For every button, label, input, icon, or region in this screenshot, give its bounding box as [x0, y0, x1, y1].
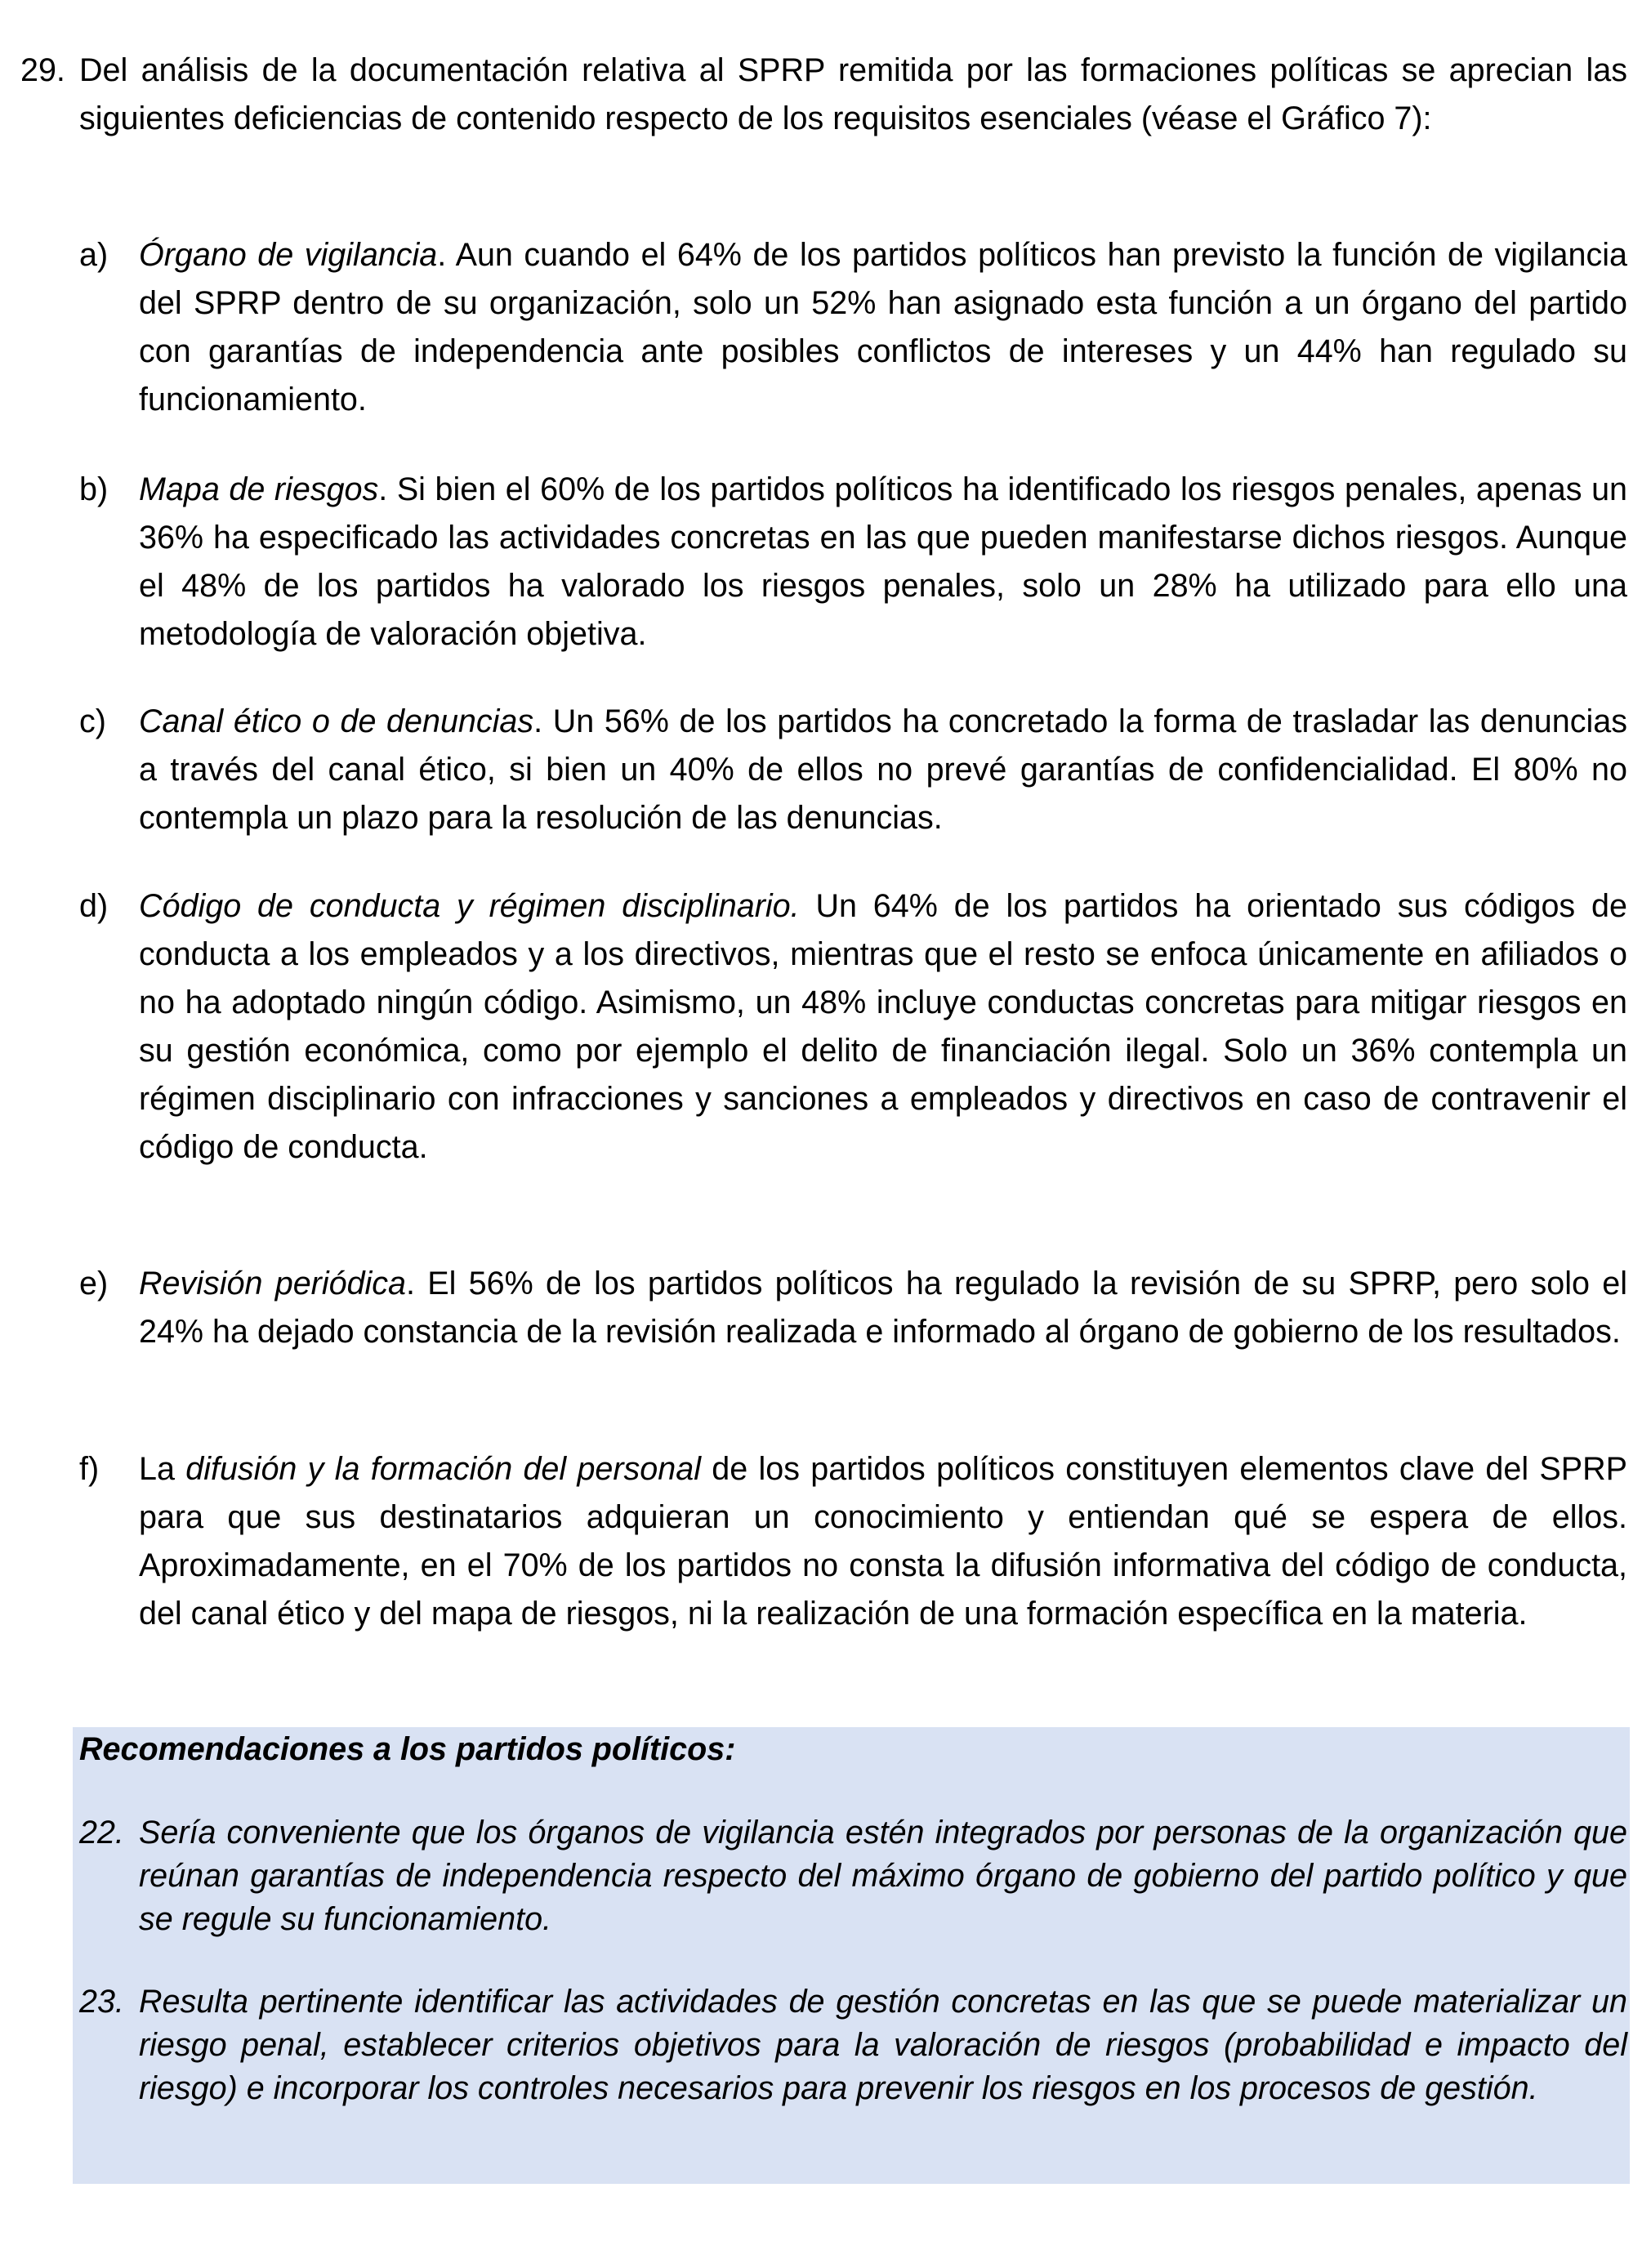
item-text: de los partidos políticos constituyen elementos clave del SPRP para que sus destinatarios adquieran un conocimiento y entiendan qué se espera de ellos. Aproximadamente, en el 70% de los partidos no consta la difusión informativa del código de conducta, del canal ético y del mapa de riesgos, ni la realización de una formación específica en la materia.	[139, 1451, 1627, 1632]
recommendation-23	[79, 1980, 1627, 2110]
item-text: . Un 56% de los partidos ha concretado la forma de trasladar las denuncias a través del canal ético, si bien un 40% de ellos no prevé garantías de confidencialidad. El 80% no contempla un plazo para la resolución de las denuncias.	[139, 703, 1627, 836]
recommendation-number: 22.	[79, 1815, 124, 1851]
recommendation-number: 23.	[79, 1984, 124, 2020]
item-label: f)	[79, 1451, 100, 1487]
item-text: . Si bien el 60% de los partidos políticos ha identificado los riesgos penales, apenas un 36% ha especificado las actividades concretas en las que pueden manifestarse dichos riesgos. Aunque el 48% de los partidos ha valorado los riesgos penales, solo un 28% ha utilizado para ello una metodología de valoración objetiva.	[139, 471, 1628, 652]
item-title: Órgano de vigilancia	[139, 237, 438, 273]
deficiency-item-b	[79, 466, 1628, 659]
recommendation-text: Resulta pertinente identificar las actividades de gestión concretas en las que se puede materializar un riesgo penal, establecer criterios objetivos para la valoración de riesgos (probabilidad e impacto del riesgo) e incorporar los controles necesarios para prevenir los riesgos en los procesos de gestión.	[139, 1984, 1627, 2106]
deficiency-item-f	[79, 1445, 1627, 1638]
item-label: b)	[79, 471, 109, 507]
item-pre: La	[139, 1451, 186, 1487]
deficiency-item-a	[79, 231, 1627, 424]
item-title: Código de conducta y régimen disciplinario.	[139, 888, 800, 924]
deficiency-item-c	[79, 698, 1627, 842]
item-text: . El 56% de los partidos políticos ha regulado la revisión de su SPRP, pero solo el 24% ha dejado constancia de la revisión realizada e informado al órgano de gobierno de los resultados.	[139, 1266, 1627, 1350]
item-label: c)	[79, 703, 106, 739]
recommendation-text: Sería conveniente que los órganos de vigilancia estén integrados por personas de la organización que reúnan garantías de independencia respecto del máximo órgano de gobierno del partido político y que se regule su funcionamiento.	[139, 1815, 1627, 1937]
paragraph-text: Del análisis de la documentación relativa al SPRP remitida por las formaciones políticas se aprecian las siguientes deficiencias de contenido respecto de los requisitos esenciales (véase el Gráfico 7):	[79, 52, 1627, 136]
recommendation-22	[79, 1811, 1627, 1941]
item-title: difusión y la formación del personal	[185, 1451, 701, 1487]
paragraph-29	[20, 47, 1627, 143]
item-text: . Aun cuando el 64% de los partidos políticos han previsto la función de vigilancia del SPRP dentro de su organización, solo un 52% han asignado esta función a un órgano del partido con garantías de independencia ante posibles conflictos de intereses y un 44% han regulado su funcionamiento.	[139, 237, 1627, 417]
item-label: e)	[79, 1266, 109, 1301]
item-label: d)	[79, 888, 109, 924]
deficiency-item-e	[79, 1260, 1627, 1356]
deficiency-item-d	[79, 882, 1627, 1172]
item-label: a)	[79, 237, 109, 273]
item-title: Canal ético o de denuncias	[139, 703, 534, 739]
paragraph-number: 29.	[20, 52, 65, 88]
item-title: Revisión periódica	[139, 1266, 407, 1301]
item-title: Mapa de riesgos	[139, 471, 379, 507]
recommendations-box	[73, 1727, 1630, 2184]
recommendations-heading: Recomendaciones a los partidos políticos:	[79, 1731, 736, 1767]
item-text: Un 64% de los partidos ha orientado sus códigos de conducta a los empleados y a los directivos, mientras que el resto se enfoca únicamente en afiliados o no ha adoptado ningún código. Asimismo, un 48% incluye conductas concretas para mitigar riesgos en su gestión económica, como por ejemplo el delito de financiación ilegal. Solo un 36% contempla un régimen disciplinario con infracciones y sanciones a empleados y directivos en caso de contravenir el código de conducta.	[139, 888, 1627, 1165]
